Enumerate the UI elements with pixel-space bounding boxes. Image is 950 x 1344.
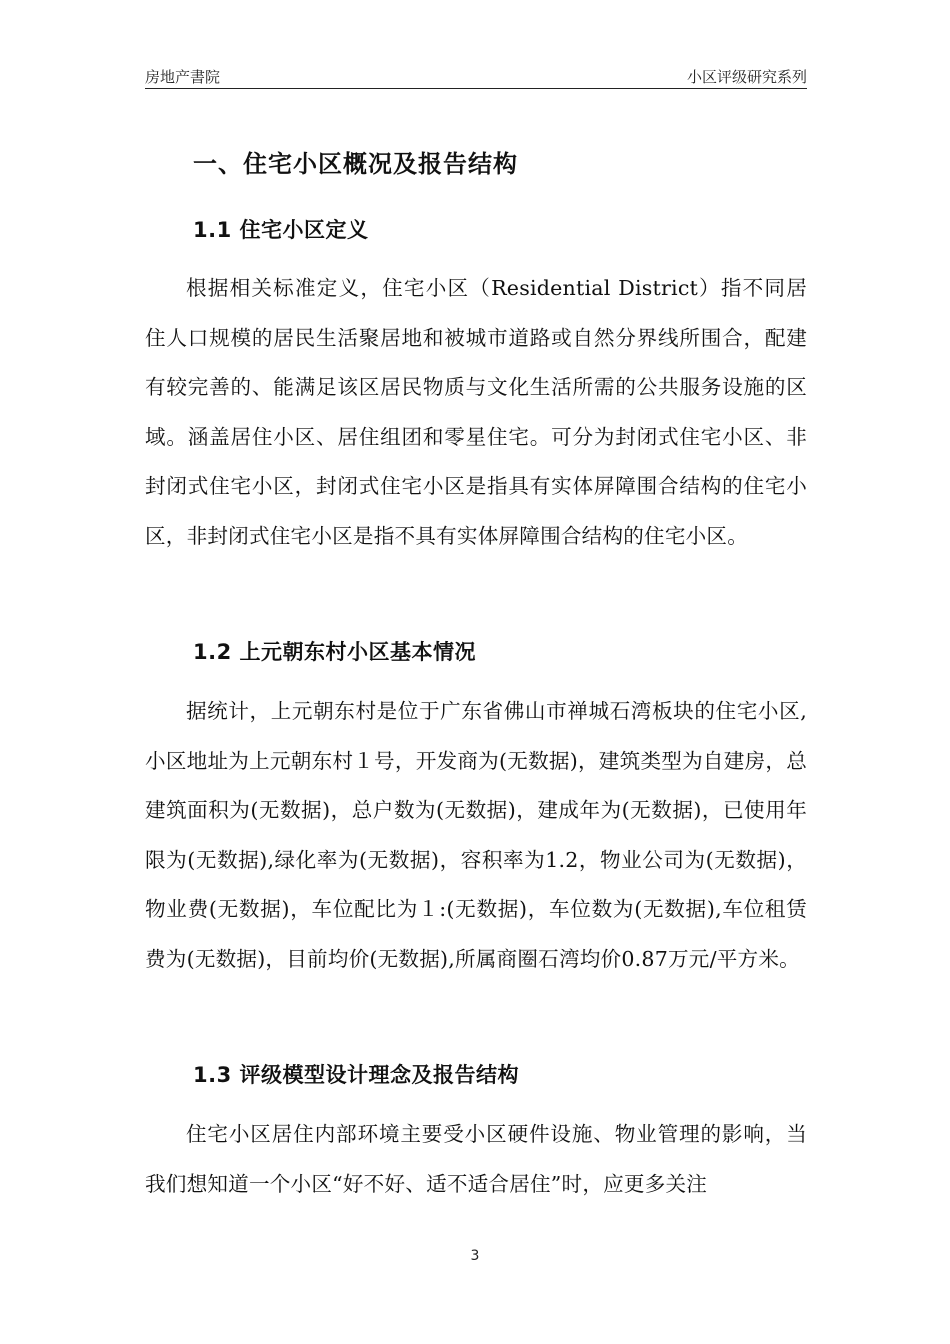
paragraph-rating-model-design: 住宅小区居住内部环境主要受小区硬件设施、物业管理的影响，当我们想知道一个小区“好不好、适不适合居住”时，应更多关注 — [145, 1122, 807, 1196]
section-title: 一、住宅小区概况及报告结构 — [193, 150, 518, 178]
header-series-title: 小区评级研究系列 — [686, 68, 807, 86]
paragraph-residential-district-definition: 根据相关标准定义，住宅小区（Residential District）指不同居住人口规模的居民生活聚居地和被城市道路或自然分界线所围合，配建有较完善的、能满足该区居民物质与文化生活所需的公共服务设施的区域。涵盖居住小区、居住组团和零星住宅。可分为封闭式住宅小区、非封闭式住宅小区，封闭式住宅小区是指具有实体屏障围合结构的住宅小区，非封闭式住宅小区是指不具有实体屏障围合结构的住宅小区。 — [145, 276, 807, 548]
subsection-title-1-1: 1.1 住宅小区定义 — [193, 218, 369, 242]
subsection-title-1-2: 1.2 上元朝东村小区基本情况 — [193, 640, 477, 664]
page-header — [145, 62, 807, 89]
header-publisher: 房地产書院 — [145, 68, 221, 86]
paragraph-community-basic-info: 据统计，上元朝东村是位于广东省佛山市禅城石湾板块的住宅小区,小区地址为上元朝东村１号，开发商为(无数据)，建筑类型为自建房，总建筑面积为(无数据)，总户数为(无数据)，建成年为(无数据)，已使用年限为(无数据),绿化率为(无数据)，容积率为1.2，物业公司为(无数据)，物业费(无数据)，车位配比为１:(无数据)，车位数为(无数据),车位租赁费为(无数据)，目前均价(无数据),所属商圈石湾均价0.87万元/平方米。 — [145, 699, 807, 971]
page-number: 3 — [470, 1248, 480, 1264]
subsection-title-1-3: 1.3 评级模型设计理念及报告结构 — [193, 1063, 520, 1087]
